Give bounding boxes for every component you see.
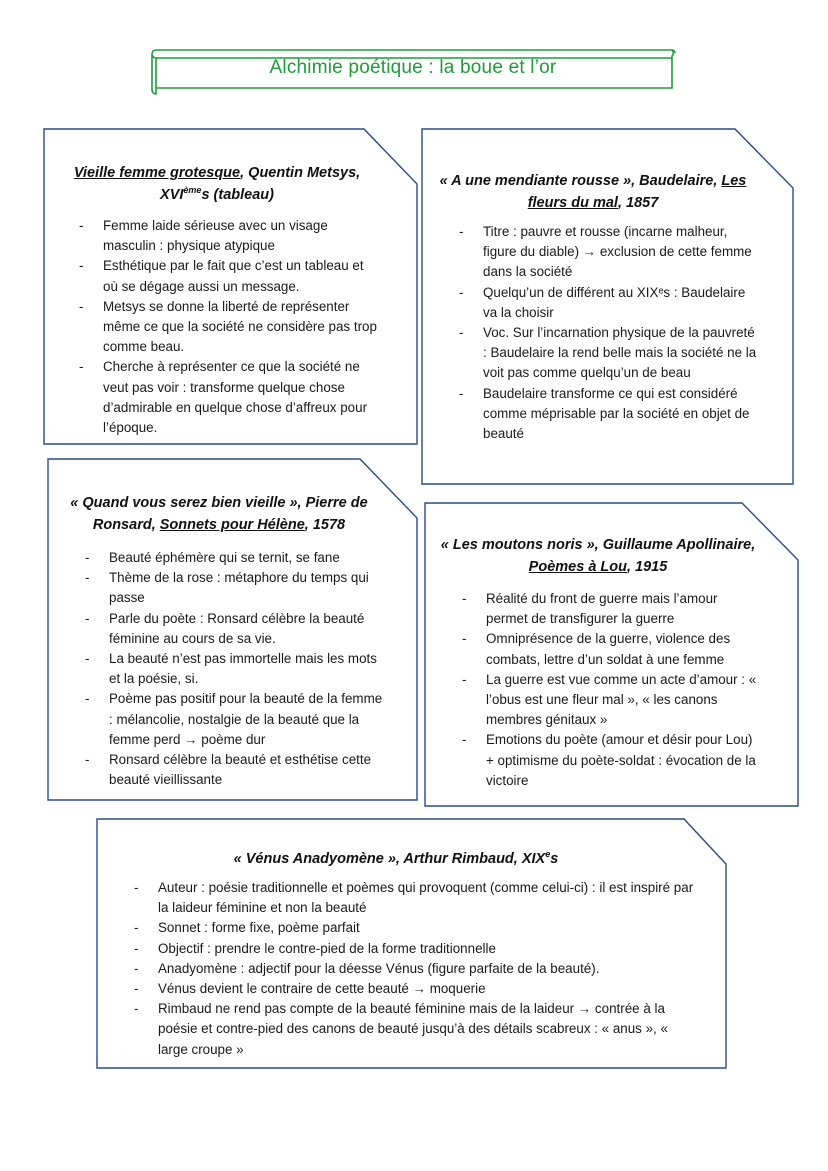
list-item: - Auteur : poésie traditionnelle et poèmes qui provoquent (comme celui-ci) : il est inspiré par la laideur féminine et non la beauté (134, 878, 694, 918)
list-item: - Anadyomène : adjectif pour la déesse Vénus (figure parfaite de la beauté). (134, 959, 694, 979)
list-item: - Titre : pauvre et rousse (incarne malheur, figure du diable) → exclusion de cette femme dans la société (459, 222, 759, 283)
card-list (79, 216, 377, 438)
list-item: - Poème pas positif pour la beauté de la femme : mélancolie, nostalgie de la beauté que la femme perd → poème dur (85, 689, 385, 750)
list-item: - La beauté n’est pas immortelle mais les mots et la poésie, si. (85, 649, 385, 689)
list-item: - Rimbaud ne rend pas compte de la beauté féminine mais de la laideur → contrée à la poésie et contre-pied des canons de beauté jusqu’à des détails scabreux : « anus », « large croupe » (134, 999, 694, 1060)
list-item: - Objectif : prendre le contre-pied de la forme traditionnelle (134, 939, 694, 959)
list-item: - Vénus devient le contraire de cette beauté → moquerie (134, 979, 694, 999)
list-item: - Sonnet : forme fixe, poème parfait (134, 918, 694, 938)
card-list (459, 222, 759, 444)
card-title: « Vénus Anadyomène », Arthur Rimbaud, XIXes (233, 849, 559, 867)
list-item: - Cherche à représenter ce que la société ne veut pas voir : transforme quelque chose d’admirable en quelque chose d’affreux pour l’époque. (79, 357, 377, 438)
list-item: - Parle du poète : Ronsard célèbre la beauté féminine au cours de sa vie. (85, 609, 385, 649)
card-baudelaire (421, 128, 795, 486)
card-ronsard (47, 458, 419, 802)
card-rimbaud (96, 818, 728, 1070)
card-title: « Quand vous serez bien vieille », Pierre de Ronsard, Sonnets pour Hélène, 1578 (70, 495, 368, 533)
card-title: « A une mendiante rousse », Baudelaire, Les fleurs du mal, 1857 (439, 173, 747, 211)
card-list (134, 878, 694, 1060)
list-item: - La guerre est vue comme un acte d’amour : « l’obus est une fleur mal », « les canons membres génitaux » (462, 670, 762, 731)
list-item: - Esthétique par le fait que c’est un tableau et où se dégage aussi un message. (79, 256, 377, 296)
title-banner (148, 44, 678, 94)
list-item: - Quelqu’un de différent au XIXᵉs : Baudelaire va la choisir (459, 283, 759, 323)
page-title: Alchimie poétique : la boue et l’or (269, 57, 557, 78)
list-item: - Thème de la rose : métaphore du temps qui passe (85, 568, 385, 608)
list-item: - Emotions du poète (amour et désir pour Lou) + optimisme du poète-soldat : évocation de la victoire (462, 730, 762, 791)
card-metsys (43, 128, 419, 446)
card-list (462, 589, 762, 791)
list-item: - Beauté éphémère qui se ternit, se fane (85, 548, 385, 568)
card-apollinaire (424, 502, 800, 808)
card-title: « Les moutons noris », Guillaume Apollinaire, Poèmes à Lou, 1915 (440, 537, 756, 575)
card-title: Vieille femme grotesque, Quentin Metsys, XVIèmes (tableau) (73, 165, 361, 203)
list-item: - Metsys se donne la liberté de représenter même ce que la société ne considère pas trop comme beau. (79, 297, 377, 358)
list-item: - Réalité du front de guerre mais l’amour permet de transfigurer la guerre (462, 589, 762, 629)
list-item: - Ronsard célèbre la beauté et esthétise cette beauté vieillissante (85, 750, 385, 790)
list-item: - Voc. Sur l’incarnation physique de la pauvreté : Baudelaire la rend belle mais la société ne la voit pas comme quelqu’un de beau (459, 323, 759, 384)
list-item: - Baudelaire transforme ce qui est considéré comme méprisable par la société en objet de beauté (459, 384, 759, 445)
list-item: - Omniprésence de la guerre, violence des combats, lettre d’un soldat à une femme (462, 629, 762, 669)
card-list (85, 548, 385, 790)
list-item: - Femme laide sérieuse avec un visage masculin : physique atypique (79, 216, 377, 256)
